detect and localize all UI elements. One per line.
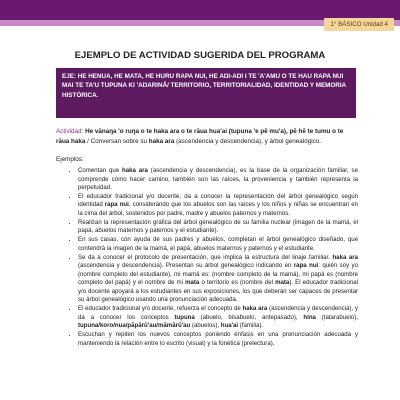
item-text: El educador tradicional y/o docente, da a conocer la representación del árbol genealógico según identidad [78, 192, 358, 209]
item-text: Se da a conocer el protocolo de presentación, que implica la estructura del linaje familiar. [78, 253, 333, 261]
item-text: (familia). [238, 322, 264, 330]
bold-term: haka ara [122, 167, 148, 174]
examples-list [56, 167, 358, 349]
list-item [78, 236, 358, 253]
bold-term: hina [303, 313, 316, 321]
activity-paragraph [56, 127, 358, 146]
activity-spanish-pre: / Conversan sobre su [85, 137, 149, 145]
item-text: Realizan la representación gráfica del árbol genealógico de su familia nuclear (imagen de la mamá, el papá, abuelos maternos y paternos y el estudiante). [78, 218, 358, 235]
list-item [78, 219, 358, 236]
item-text: (abuelos), [190, 322, 221, 330]
item-text: (ascendencia y descendencia), es la base de la organización familiar, se comprende cómo hacer camino, también son las raíces, la proveniencia y también representa la perpetuidad. [78, 167, 358, 192]
activity-rapanui-text: He vānaŋa 'o ruŋa o te haka ara o te rāua hua'ai (tupuna 'e pē mu'a), pē hē te tumu o te rāua haka [56, 128, 344, 145]
bold-term: haka ara [242, 305, 268, 313]
list-item [78, 254, 358, 305]
examples-heading: Ejemplos: [56, 156, 84, 163]
item-text: En sus casas, con ayuda de sus padres y abuelos, completan el árbol genealógico diseñado, que contendrá la imagen de la mamá, el papá, abuelos maternos y paternos y el estudiante. [78, 236, 358, 252]
grade-unit-badge: 1° BÁSICO Unidad 4 [324, 18, 394, 31]
bold-term: mata [275, 279, 290, 287]
list-item [78, 305, 358, 331]
bold-term: hua'ai [220, 322, 239, 330]
item-text: (abuelo, bisabuelo, antepasado), [194, 313, 304, 321]
bold-term: tupuna/koro/nua/pāpārū'au/māmārū'au [78, 322, 191, 330]
list-item [78, 331, 358, 348]
item-text: Comentan que [78, 167, 123, 174]
activity-label: Actividad: [56, 128, 84, 135]
item-text: El educador tradicional y/o docente, refuerza el concepto de [78, 305, 243, 313]
item-text: Escuchan y repiten los nuevos conceptos poniendo énfasis en una pronunciación adecuada y manteniendo la relación entre lo escrito (visual) y la fonética (prelectura). [78, 331, 358, 347]
page-title: EJEMPLO DE ACTIVIDAD SUGERIDA DEL PROGRAMA [74, 50, 326, 61]
item-text: o territorio es (nombre del [199, 279, 276, 287]
item-text: (tatarabuelo), [315, 313, 358, 321]
item-text: (ascendencia y descendencia). Presentan su árbol genealógico indicando en [78, 262, 294, 270]
header-stripe [0, 0, 400, 20]
item-text: ). El educador tradicional y/o docente apoyará a los estudiantes en sus exposiciones, los que deberán ser capaces de presentar su árbol genealógico usando una pronunciación adecuada. [78, 279, 359, 304]
item-text: (ascendencia y descendencia), y da a conocer los conceptos [78, 305, 358, 321]
bold-term: mata [185, 279, 200, 287]
bold-term: haka ara [332, 253, 359, 261]
list-item [78, 193, 358, 219]
item-text: : quién soy yo (nombre completo del estudiante), mi mamá es: (nombre completo de la mamá), mi papá es (nombre completo del papá) y el nombre de mi [78, 262, 358, 287]
axis-banner: EJE: HE HENUA, HE MATA, HE HURU RAPA NUI, HE AŊI-AŊI I TE 'A'AMU O TE HAU RAPA NUI MAI TE TA'U TUPUNA KI 'AŊARINĀ/ TERRITORIO, TERRITORIALIDAD, IDENTIDAD Y MEMORIA HISTÓRICA. [56, 68, 356, 118]
activity-spanish-post: (ascendencia y descendencia), y árbol genealógico. [174, 137, 321, 145]
bold-term: tupuna [174, 313, 195, 321]
list-item [78, 167, 358, 193]
bold-term: rapa nui [104, 201, 129, 209]
item-text: , considerando que los abuelos son las raíces y los niños y niñas se encuentran en la cima del árbol, sostenidos por padre, madre y abuelos paternos y maternos. [78, 201, 358, 218]
activity-spanish-bold: haka ara [148, 137, 175, 145]
bold-term: rapa nui [293, 262, 319, 270]
